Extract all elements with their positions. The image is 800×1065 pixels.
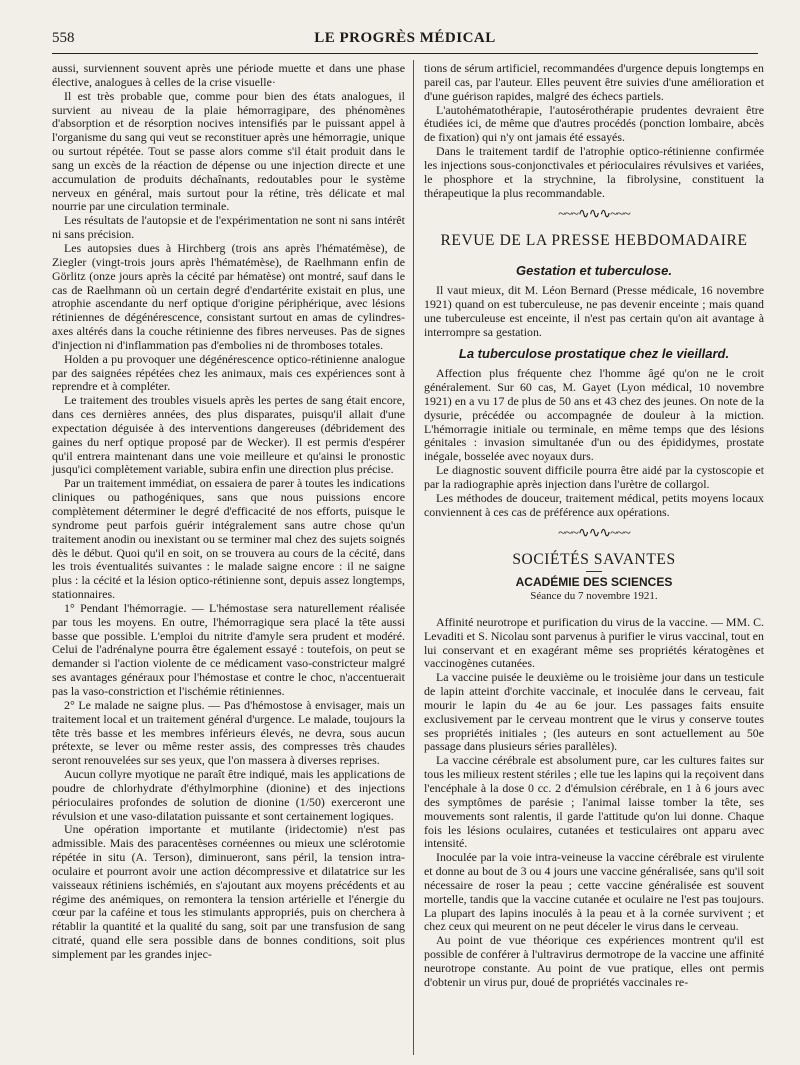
article-title-prostate: La tuberculose prostatique chez le vieillard.: [458, 346, 730, 362]
ornament-divider: ~~~∿∿∿~~~: [558, 207, 630, 223]
paragraph: Holden a pu provoquer une dégénérescence optico-rétinienne analogue par des saignées répétées chez les animaux, mais ces expériences sont à reprendre et à compléter.: [52, 351, 405, 394]
paragraph: Affection plus fréquente chez l'homme âgé qu'on ne le croit généralement. Sur 60 cas, M. Gayet (Lyon médical, 10 novembre 1921) en a vu 17 de plus de 50 ans et 43 chez des jeunes. On note de la dysurie, précédée ou accompagnée de douleur à la miction. L'hémorragie initiale ou terminale, en même temps que des lésions génitales : invasion simultanée d'un ou des épididymes, prostate inégale, bosselée avec noyaux durs.: [424, 366, 764, 464]
paragraph: Au point de vue théorique ces expériences montrent qu'il est possible de conférer à l'ultravirus dermotrope de la vaccine une affinité neurotrope constante. Au point de vue pratique, elles ont permis d'obtenir un virus pur, doué de propriétés vaccinales re-: [424, 933, 764, 989]
paragraph: aussi, surviennent souvent après une période muette et dans une phase élective, analogues à celles de la crise visuelle·: [52, 61, 405, 89]
paragraph: Il est très probable que, comme pour bien des états analogues, il survient au niveau de la plaie hémorragipare, des phénomènes d'absorption et de résorption nocives intensifiés par le puissant appel à l'organisme du sang qui veut se reconstituer après une hémorragie, unique ou surtout répétée. Tout se passe alors comme s'il était produit dans le sang un excès de la réaction de dépense ou une injection directe et une accumulation de produits déchaînants, redoutables pour le système nerveux en général, mais surtout pour la rétine, très délicate et mal nourrie par une circulation terminale.: [52, 88, 405, 214]
paragraph: Affinité neurotrope et purification du virus de la vaccine. — MM. C. Levaditi et S. Nicolau sont parvenus à purifier le virus vaccinal, tout en lui conservant et en exagérant même ses propriétés kératogènes et vaccinogènes cutanées.: [424, 614, 764, 671]
column-divider: [413, 60, 414, 1055]
paragraph: Une opération importante et mutilante (iridectomie) n'est pas admissible. Mais des paracentèses cornéennes ou mieux une sclérotomie répétée in situ (A. Terson), diminueront, sans péril, la tension intra-oculaire et pourront avoir une action décompressive et dilatatrice sur les vaisseaux rétiniens ischémiés, en s'ajoutant aux moyens précédents et au régime des anémiques, on remontera la tension artérielle et l'énergie du cœur par la caféine et tous les stimulants appropriés, puis on cherchera à rétablir la quantité et la qualité du sang, soit par une transfusion de sang citraté, quand elle sera possible dans de bonnes conditions, soit plus simplement par les grandes injec-: [52, 822, 405, 961]
title-rule: [586, 571, 602, 572]
left-column: [52, 62, 405, 962]
paragraph: Les autopsies dues à Hirchberg (trois ans après l'hématémèse), de Ziegler (vingt-trois jours après l'hématémèse), de Raelhmann enfin de Görlitz (onze jours après la cécité par hématèse) ont montré, sauf dans le cas de Raelhmann où un certain degré d'endartérite existait en plus, une atrophie ascendante du nerf optique d'origine périphérique, avec lésions rétiniennes de dégénérescence, consistant surtout en amas de cylindres-axes altérés dans la couche rétinienne des fibres nerveuses. Pas de signes d'injection ni d'inflammation pas d'embolies ni de thromboses totales.: [52, 240, 405, 352]
paragraph: Le diagnostic souvent difficile pourra être aidé par la cystoscopie et par la radiographie après injection dans l'urètre de collargol.: [424, 463, 764, 491]
seance-date: Séance du 7 novembre 1921.: [530, 590, 658, 602]
paragraph: La vaccine cérébrale est absolument pure, car les cultures faites sur tous les milieux restent stériles ; elle tue les lapins qui la reçoivent dans l'encéphale à la dose 0 cc. 2 d'émulsion cérébrale, en 1 à 6 jours avec des symptômes de parésie ; l'animal laisse tomber la tête, ses mouvements sont ralentis, il garde l'attitude qu'on lui donne. Chaque fois les lésions oculaires, cutanées et testiculaires ont apparu avec intensité.: [424, 753, 764, 851]
paragraph: La vaccine puisée le deuxième ou le troisième jour dans un testicule de lapin atteint d'orchite vaccinale, et inoculée dans le cerveau, fait mourir le lapin du 4e au 6e jour. Les passages faits ensuite exclusivement par le cerveau montrent que le virus y conserve toutes ses propriétés initiales ; (les auteurs en sont actuellement au 50e passage dans plusieurs séries parallèles).: [424, 670, 764, 754]
section-title-societes: SOCIÉTÉS SAVANTES: [512, 551, 676, 569]
right-column: [424, 62, 764, 990]
paragraph: 1° Pendant l'hémorragie. — L'hémostase sera naturellement réalisée par tous les moyens. En outre, l'hémorragique sera placé la tête aussi basse que possible. L'emploi du nitrite d'amyle sera prudent et modéré. Celui de l'adrénalyne pourra être également essayé : toutefois, on peut se demander si l'action violente de ce médicament vaso-constricteur malgré ses avantages généraux pour l'hémostase et contre le choc, n'accentuerait pas la vaso-constriction et l'ischémie rétiniennes.: [52, 600, 405, 698]
article-title-gestation: Gestation et tuberculose.: [515, 263, 673, 279]
paragraph: Aucun collyre myotique ne paraît être indiqué, mais les applications de poudre de chlorhydrate d'éthylmorphine (dionine) et des injections périoculaires profondes de solution de dionine (1/50) exerceront une révulsion et une vaso-dilatation puissante et sont certainement logiques.: [52, 767, 405, 823]
paragraph: 2° Le malade ne saigne plus. — Pas d'hémostose à envisager, mais un traitement local et un traitement général d'urgence. Le malade, toujours la tête très basse et les membres inférieurs élevés, ne devra, sous aucun prétexte, se lever ou même rester assis, des compresses très chaudes seront renouvelées sur ses yeux, que l'on massera à diverses reprises.: [52, 697, 405, 768]
paragraph: Les résultats de l'autopsie et de l'expérimentation ne sont ni sans intérêt ni sans précision.: [52, 213, 405, 242]
paragraph: L'autohématothérapie, l'autosérothérapie prudentes devraient être étudiées ici, de même que d'autres procédés (ponction lombaire, abcès de fixation) qui n'y ont jamais été essayés.: [424, 102, 764, 145]
paragraph: Il vaut mieux, dit M. Léon Bernard (Presse médicale, 16 novembre 1921) quand on est tuberculeuse, ne pas devenir enceinte ; mais quand une tuberculeuse est enceinte, il n'est pas certain qu'on ait avantage à interrompre sa gestation.: [424, 282, 764, 339]
ornament-divider: ~~~∿∿∿~~~: [558, 526, 630, 542]
paragraph: Inoculée par la voie intra-veineuse la vaccine cérébrale est virulente et donne au bout de 3 ou 4 jours une vaccine généralisée, sans qu'il soit nécessaire de roser la peau ; cette vaccine généralisée est souvent mortelle, tandis que la vaccine cutanée et oculaire ne l'est pas toujours. La plupart des lapins inoculés à la peau et à la cornée survivent ; et chez ceux qui meurent on ne peut déceler le virus dans le cerveau.: [424, 850, 764, 934]
journal-title: LE PROGRÈS MÉDICAL: [314, 30, 496, 46]
page-header: [52, 30, 758, 52]
paragraph: Par un traitement immédiat, on essaiera de parer à toutes les indications cliniques ou pathogéniques, sans que nous puissions encore complètement déterminer le degré d'efficacité de nos efforts, puisque le syndrome peut parfois guérir intégralement sans autre chose qu'un traitement anodin ou inexistant ou se terminer mal chez des sujets soignés dès le début. Quoi qu'il en soit, on se trouvera au cours de la cécité, dans les trois éventualités suivantes : le malade saigne encore : il ne saigne plus : la cécité et la lésion optico-rétinienne sont, depuis assez longtemps, stationnaires.: [52, 476, 405, 602]
section-title-revue: REVUE DE LA PRESSE HEBDOMADAIRE: [440, 232, 748, 250]
header-rule: [52, 53, 758, 54]
paragraph: Le traitement des troubles visuels après les pertes de sang était encore, dans ces dernières années, des plus disparates, puisqu'il allait d'une expectation déguisée à des interventions dangereuses (débridement des gaines du nerf optique proposé par de Wecker). Il est permis d'espérer qu'il entrera maintenant dans une voie meilleure et qu'ainsi le pronostic jusqu'ici complètement variable, subira enfin une direction plus précise.: [52, 393, 405, 477]
page-number: 558: [52, 30, 75, 46]
paragraph: Les méthodes de douceur, traitement médical, petits moyens locaux conviennent à ces cas de préférence aux opérations.: [424, 490, 764, 519]
paragraph: Dans le traitement tardif de l'atrophie optico-rétinienne confirmée les injections sous-conjonctivales et périoculaires révulsives et variées, le phosphore et la strychnine, la fibrolysine, constituent la thérapeutique la plus recommandable.: [424, 144, 764, 200]
paragraph: tions de sérum artificiel, recommandées d'urgence depuis longtemps en pareil cas, par l'auteur. Elles peuvent être suivies d'une amélioration et d'une guérison rapides, malgré des échecs partiels.: [424, 61, 764, 103]
academie-title: ACADÉMIE DES SCIENCES: [515, 575, 673, 590]
